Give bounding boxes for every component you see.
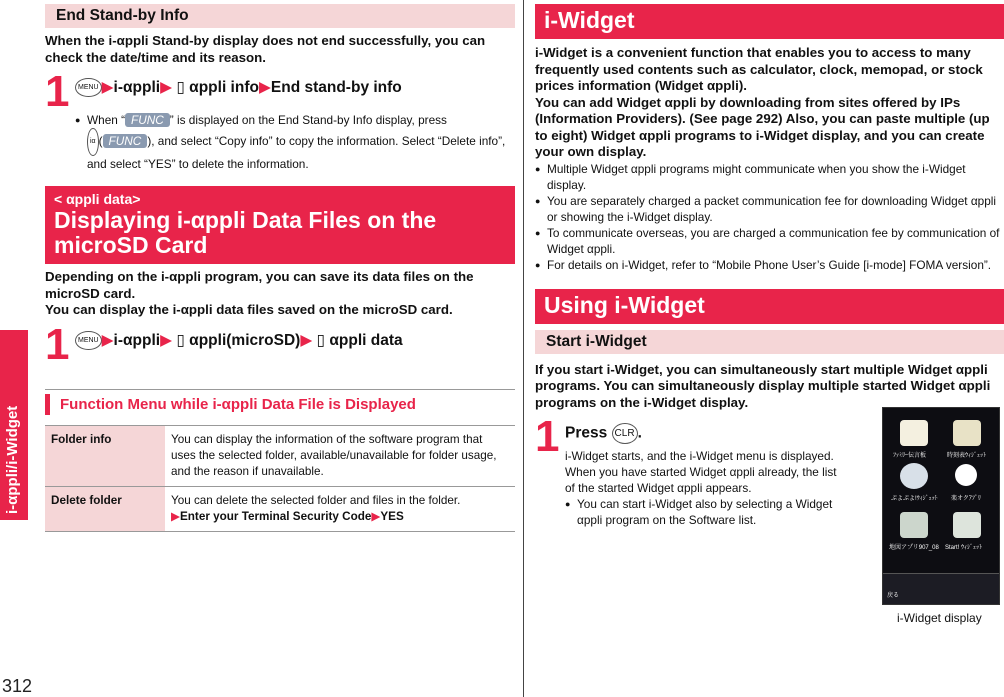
page-number: 312 [2,676,33,696]
table-row [45,425,515,486]
data-files-step [45,319,515,369]
using-iwidget-title: Using i-Widget [535,289,1004,324]
timetable-widget-icon [953,420,981,446]
step-desc: i-Widget starts, and the i-Widget menu is displayed. When you have started Widget αppli already, the list of the started Widget αppli appears. [565,449,837,495]
step-number: 1 [535,412,560,461]
func-softkey-icon-2: FUNC [103,134,148,148]
column-divider [523,0,524,697]
step-body [565,417,845,528]
data-files-intro-2: You can display the i-αppli data files saved on the microSD card. [45,302,453,317]
iwidget-display-image: ﾌｧﾐﾘｰ伝言板 時刻表ｳｨｼﾞｪｯﾄ ぷよぷよ!ｳｨｼﾞｪｯﾄ 楽オクｱﾌﾟﾘ 地図アプリ907_08 Start! ｳｨｼﾞｪｯﾄ 戻る [882,407,1000,605]
function-menu-title: Function Menu while i-αppli Data File is Displayed [45,394,515,415]
table-row [45,486,515,531]
menu-key-icon: MENU [75,331,102,350]
iwidget-bullet: ● Multiple Widget αppli programs might communicate when you show the i-Widget display. [535,161,1004,193]
puyo-widget-icon [900,463,928,489]
step-path: MENU ▶i-αppli▶ ▯ αppli(microSD)▶ ▯ αppli data [75,325,403,350]
step-number: 1 [45,67,70,116]
row-text: You can delete the selected folder and files in the folder. ▶Enter your Terminal Security Code▶YES [165,486,515,531]
phone-softkey-bar: 戻る [883,573,999,604]
iwidget-bullet: ● To communicate overseas, you are charged a communication fee by communication of Widget αppli. [535,225,1004,257]
step-path: MENU ▶i-αppli▶ ▯ αppli info▶End stand-by info [75,72,402,97]
data-files-tag: < αppli data> [54,191,141,207]
function-menu-table [45,425,515,532]
side-chapter-tab: i-αppli/i-Widget [0,330,28,520]
iwidget-intro-2: You can add Widget αppli by downloading from sites offered by IPs (Information Providers). (See page 292) Also, you can paste multiple (up to eight) Widget αppli programs to i-Widget display, and you can create your own display. [535,94,990,159]
left-column [45,0,515,532]
step-number: 1 [45,319,70,369]
data-files-intro: Depending on the i-αppli program, you can save its data files on the microSD card. [45,269,474,301]
data-files-title-block [45,186,515,264]
step-title: Press CLR . [565,417,845,444]
iwidget-title: i-Widget [535,4,1004,39]
map-app-icon [900,512,928,538]
start-iwidget-header: Start i-Widget [535,330,1004,354]
row-text: You can display the information of the software program that uses the selected folder, available/unavailable for folder usage, and the reason if unavailable. [165,425,515,486]
end-standby-bullet: ● When “ FUNC ” is displayed on the End Stand-by Info display, press iα ( FUNC ), and select “Copy info” to copy the information. Select “Delete info”, and select “YES” to delete the information. [75,112,515,172]
family-board-icon [900,420,928,446]
menu-key-icon: MENU [75,78,102,97]
start-iwidget-intro: If you start i-Widget, you can simultaneously start multiple Widget αppli programs. You can simultaneously display multiple started Widget αppli programs on the i-Widget display. [535,361,991,410]
func-softkey-icon: FUNC [125,113,170,127]
start-iwidget-step [535,412,845,528]
row-label: Folder info [45,425,165,486]
rakuoku-icon [955,464,977,486]
clr-key-icon: CLR [612,423,638,444]
iwidget-bullet: ● For details on i-Widget, refer to “Mobile Phone User’s Guide [i-mode] FOMA version”. [535,257,1004,273]
end-standby-step [45,67,515,116]
end-standby-header: End Stand-by Info [45,4,515,28]
iwidget-bullet: ● You are separately charged a packet communication fee for downloading Widget αppli or showing the i-Widget display. [535,193,1004,225]
iwidget-intro: i-Widget is a convenient function that enables you to access to many frequently used contents such as calculator, clock, memopad, or stock prices information (Widget αppli). [535,45,983,93]
row-label: Delete folder [45,486,165,531]
data-files-title: Displaying i-αppli Data Files on the microSD Card [54,207,437,258]
step-bullet: ● You can start i-Widget also by selecting a Widget αppli program on the Software list. [565,496,845,528]
start-widget-icon [953,512,981,538]
image-caption: i-Widget display [897,611,982,625]
end-standby-intro: When the i-αppli Stand-by display does not end successfully, you can check the date/time and its reason. [45,33,486,65]
iappli-key-icon: iα [87,128,99,156]
